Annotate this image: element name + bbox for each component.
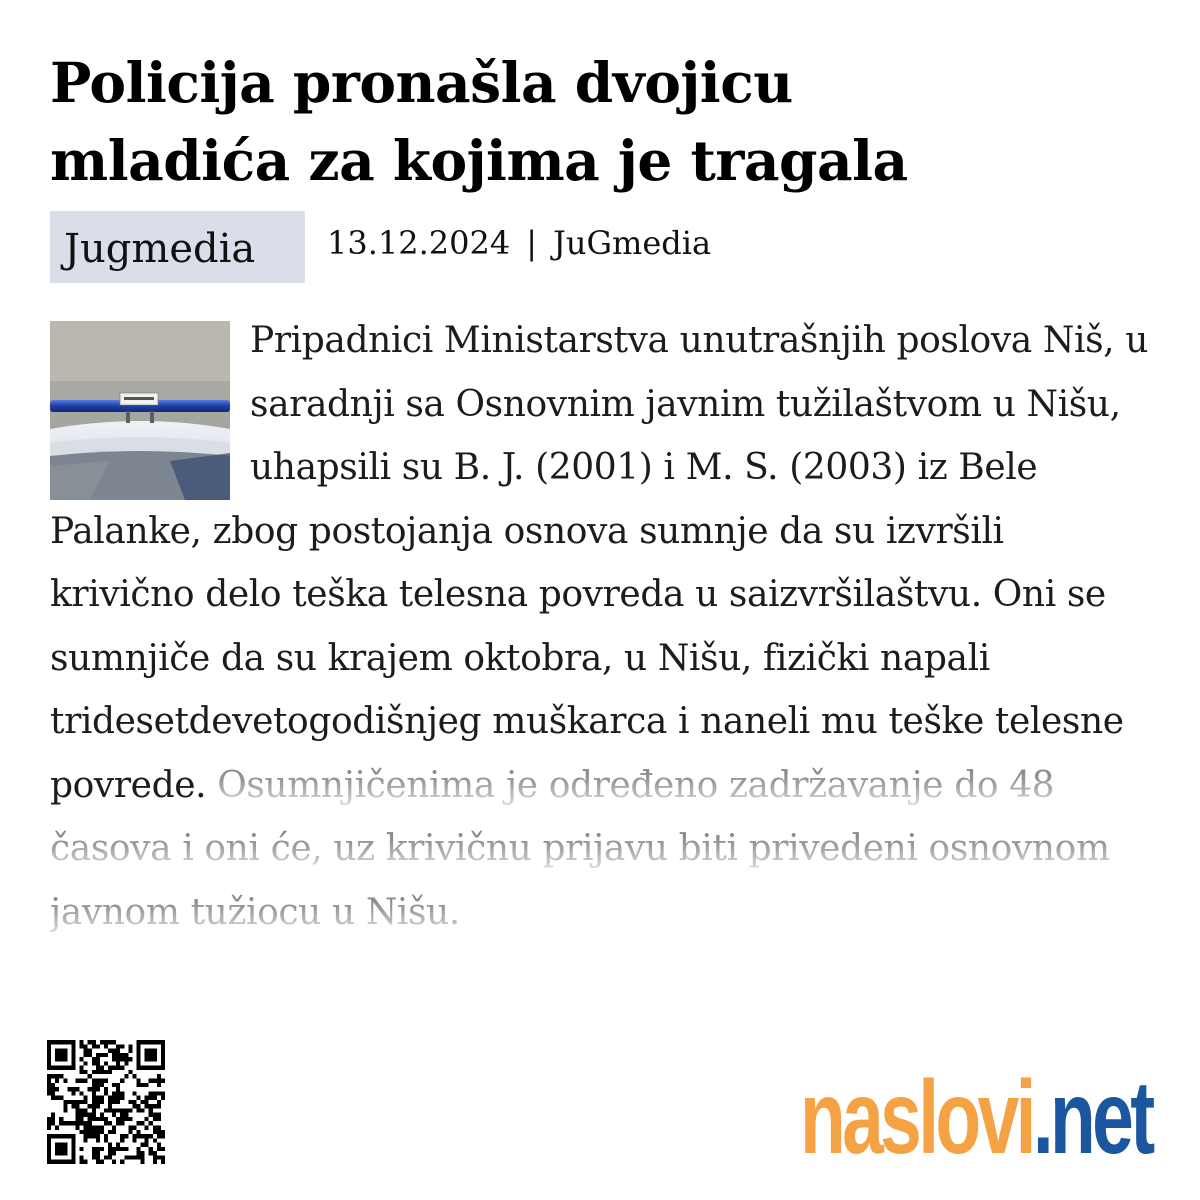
thumbnail-spacer	[50, 309, 250, 499]
naslovi-logo[interactable]	[800, 1060, 1152, 1176]
source-badge[interactable]: Jugmedia	[50, 211, 305, 283]
article-title-line1: Policija pronašla dvojicu	[50, 50, 793, 115]
logo-main-text: naslovi	[800, 1060, 1033, 1176]
article-title	[50, 44, 1130, 200]
qr-code-graphic	[47, 1040, 165, 1164]
article-title-line2: mladića za kojima je tragala	[50, 128, 908, 193]
logo-tld-text: .net	[1032, 1060, 1152, 1176]
publish-date: 13.12.2024	[327, 224, 511, 262]
article-body	[50, 309, 1155, 944]
meta-separator: |	[526, 224, 537, 262]
meta-line	[327, 223, 711, 263]
article-meta	[50, 211, 711, 283]
qr-code-icon[interactable]	[47, 1040, 165, 1164]
article-paragraph: Pripadnici Ministarstva unutrašnjih poslova Niš, u saradnji sa Osnovnim javnim tužilaštvom u Nišu, uhapsili su B. J. (2001) i M. S. (2003) iz Bele Palanke, zbog postojanja osnova sumnje da su izvršili krivično delo teška telesna povreda u saizvršilaštvu. Oni se sumnjiče da su krajem oktobra, u Nišu, fizički napali tridesetdevetogodišnjeg muškarca i naneli mu teške telesne povrede.	[50, 320, 1149, 806]
author-name: JuGmedia	[553, 224, 712, 262]
article-faded-text: Osumnjičenima je određeno zadržavanje do 48 časova i oni će, uz krivičnu prijavu biti privedeni osnovnom javnom tužiocu u Nišu.	[50, 764, 1110, 933]
